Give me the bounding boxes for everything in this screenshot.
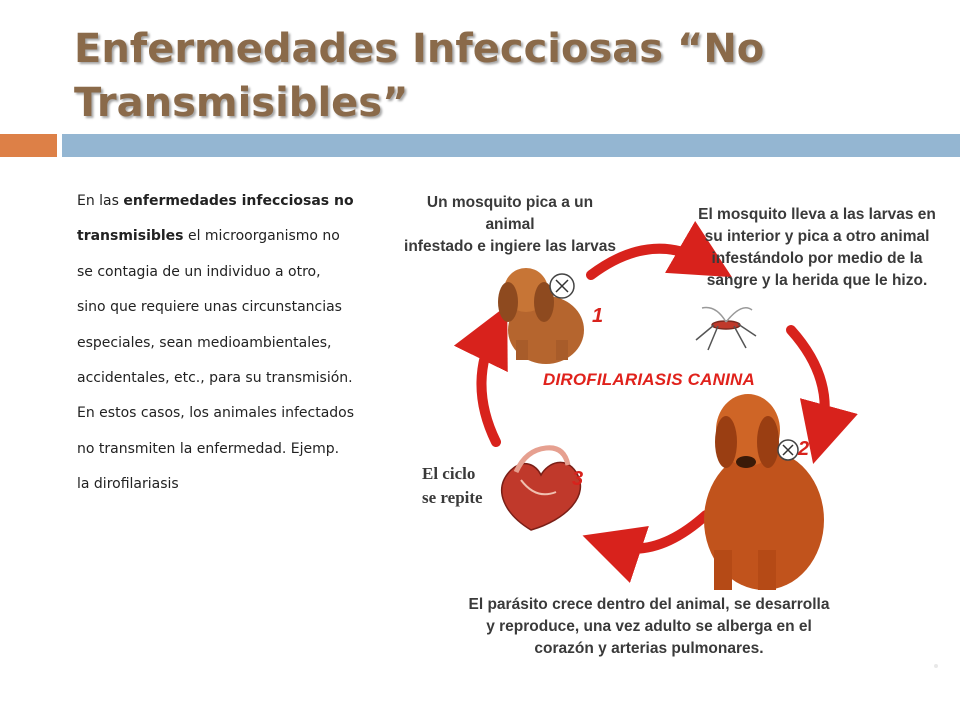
arrow-right: [791, 330, 825, 435]
decorative-dot: [934, 664, 938, 668]
body-line-7: En estos casos, los animales infectados: [77, 405, 355, 422]
body-paragraph: [77, 184, 387, 503]
accent-bar-blue: [62, 134, 960, 157]
cycle-caption: [422, 462, 512, 510]
step2-caption-line-2: su interior y pica a otro animal: [704, 228, 930, 245]
slide-title-line-1: Enfermedades Infecciosas “No: [74, 26, 765, 72]
step3-caption-line-1: El parásito crece dentro del animal, se desarrolla: [468, 596, 830, 613]
step3-caption-line-2: y reproduce, una vez adulto se alberga en el: [486, 618, 812, 635]
body-line-1: [77, 184, 387, 219]
cycle-caption-line-1: El ciclo: [422, 464, 476, 483]
body-line-2-rest: el microorganismo no: [183, 228, 340, 245]
step2-caption-line-3: infestándolo por medio de la: [711, 250, 923, 267]
arrow-left: [481, 332, 496, 442]
body-line-4: sino que requiere unas circunstancias: [77, 299, 342, 316]
step1-caption-line-1: Un mosquito pica a un animal: [426, 194, 594, 233]
slide-title: [74, 22, 934, 130]
body-line-6: accidentales, etc., para su transmisión.: [77, 370, 353, 387]
body-bold-1: enfermedades infecciosas no: [123, 193, 354, 209]
body-line-3: se contagia de un individuo a otro,: [77, 263, 321, 280]
body-line-8: no transmiten la enfermedad. Ejemp.: [77, 440, 340, 457]
cycle-caption-line-2: se repite: [422, 488, 483, 507]
step-number-3: 3: [572, 468, 584, 490]
body-intro: En las: [77, 193, 124, 209]
heart-icon: [502, 448, 584, 530]
body-line-2: [77, 219, 387, 254]
mosquito-icon: [696, 308, 756, 350]
step2-caption-line-1: El mosquito lleva a las larvas en: [698, 206, 936, 223]
step1-caption-line-2: infestado e ingiere las larvas: [404, 238, 616, 255]
step3-caption: [466, 594, 832, 660]
slide-title-line-2: Transmisibles”: [74, 80, 409, 126]
accent-bar-orange: [0, 134, 57, 157]
step-number-2: 2: [798, 438, 810, 460]
body-bold-2: transmisibles: [77, 228, 184, 245]
step-number-1: 1: [592, 305, 604, 327]
small-dog-icon: [498, 268, 584, 364]
golden-dog-icon: [704, 394, 824, 590]
lifecycle-diagram: [396, 180, 956, 680]
arrow-bottom: [611, 515, 706, 549]
step2-caption-line-4: sangre y la herida que le hizo.: [706, 272, 928, 289]
step2-caption: [690, 204, 944, 292]
center-label: DIROFILARIASIS CANINA: [543, 370, 755, 389]
body-line-5: especiales, sean medioambientales,: [77, 334, 332, 351]
step3-caption-line-3: corazón y arterias pulmonares.: [534, 640, 764, 657]
step1-caption: [402, 192, 618, 258]
body-line-9: la dirofilariasis: [77, 476, 179, 493]
